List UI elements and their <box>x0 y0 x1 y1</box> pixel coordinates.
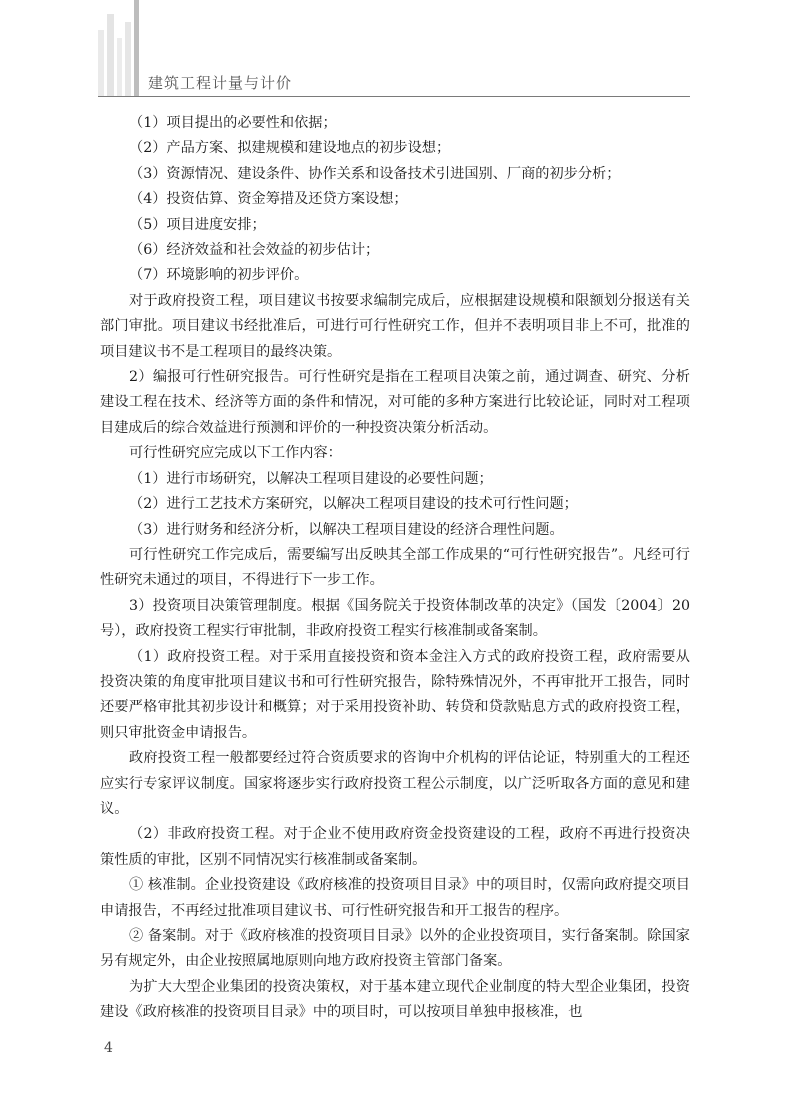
paragraph: 可行性研究应完成以下工作内容： <box>129 445 342 462</box>
paragraph: （1）进行市场研究，以解决工程项目建设的必要性问题； <box>129 470 493 487</box>
paragraph: ② 备案制。对于《政府核准的投资项目目录》以外的企业投资项目，实行备案制。除国家另有规定外，由企业按照属地原则向地方政府投资主管部门备案。 <box>100 928 690 970</box>
page-body <box>100 111 690 1026</box>
paragraph: （6）经济效益和社会效益的初步估计； <box>129 242 380 259</box>
paragraph: （7）环境影响的初步评价。 <box>129 267 309 284</box>
paragraph: 为扩大大型企业集团的投资决策权，对于基本建立现代企业制度的特大型企业集团，投资建设《政府核准的投资项目目录》中的项目时，可以按项目单独申报核准，也 <box>100 978 690 1021</box>
paragraph: 对于政府投资工程，项目建议书按要求编制完成后，应根据建设规模和限额划分报送有关部门审批。项目建议书经批准后，可进行可行性研究工作，但并不表明项目非上不可，批准的项目建议书不是工程项目的最终决策。 <box>100 292 690 360</box>
paragraph: ① 核准制。企业投资建设《政府核准的投资项目目录》中的项目时，仅需向政府提交项目申请报告，不再经过批准项目建议书、可行性研究报告和开工报告的程序。 <box>100 877 690 919</box>
header-title: 建筑工程计量与计价 <box>148 74 293 92</box>
paragraph: 2）编报可行性研究报告。可行性研究是指在工程项目决策之前，通过调查、研究、分析建设工程在技术、经济等方面的条件和情况，对可能的多种方案进行比较论证，同时对工程项目建成后的综合效益进行预测和评价的一种投资决策分析活动。 <box>100 369 690 436</box>
paragraph: 3）投资项目决策管理制度。根据《国务院关于投资体制改革的决定》（国发〔2004〕20号），政府投资工程实行审批制，非政府投资工程实行核准制或备案制。 <box>100 597 690 640</box>
paragraph: （1）政府投资工程。对于采用直接投资和资本金注入方式的政府投资工程，政府需要从投资决策的角度审批项目建议书和可行性研究报告，除特殊情况外，不再审批开工报告，同时还要严格审批其初步设计和概算；对于采用投资补助、转贷和贷款贴息方式的政府投资工程，则只审批资金申请报告。 <box>100 648 690 741</box>
paragraph: （2）产品方案、拟建规模和建设地点的初步设想； <box>129 140 451 157</box>
paragraph: （3）进行财务和经济分析，以解决工程项目建设的经济合理性问题。 <box>129 521 564 538</box>
paragraph: 政府投资工程一般都要经过符合资质要求的咨询中介机构的评估论证，特别重大的工程还应实行专家评议制度。国家将逐步实行政府投资工程公示制度，以广泛听取各方面的意见和建议。 <box>100 750 690 817</box>
paragraph: （2）非政府投资工程。对于企业不使用政府资金投资建设的工程，政府不再进行投资决策性质的审批，区别不同情况实行核准制或备案制。 <box>100 826 690 868</box>
paragraph: （4）投资估算、资金筹措及还贷方案设想； <box>129 191 408 208</box>
page-number: 4 <box>104 1040 113 1056</box>
header-decoration <box>98 0 148 96</box>
paragraph: 可行性研究工作完成后，需要编写出反映其全部工作成果的“可行性研究报告”。凡经可行性研究未通过的项目，不得进行下一步工作。 <box>100 546 690 589</box>
paragraph: （5）项目进度安排； <box>129 216 266 233</box>
paragraph: （1）项目提出的必要性和依据； <box>129 115 337 131</box>
paragraph: （3）资源情况、建设条件、协作关系和设备技术引进国别、厂商的初步分析； <box>129 165 621 182</box>
paragraph: （2）进行工艺技术方案研究，以解决工程项目建设的技术可行性问题； <box>129 496 578 513</box>
header-divider <box>98 96 690 97</box>
